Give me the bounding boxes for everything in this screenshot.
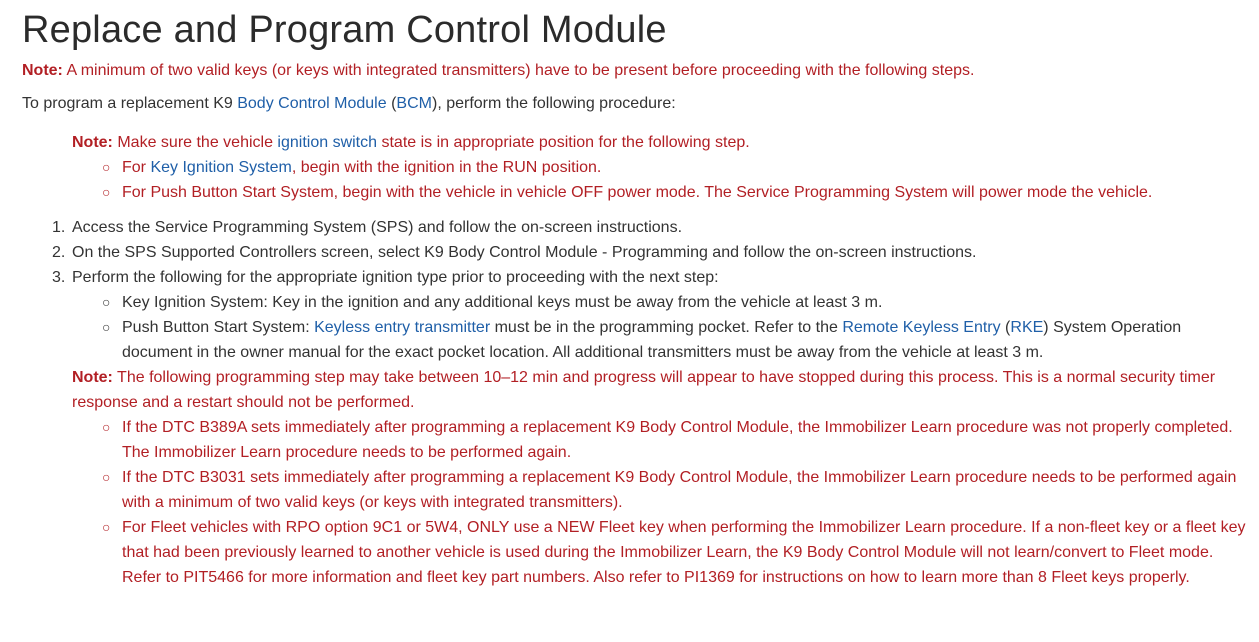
timer-note bbox=[72, 365, 1252, 590]
circle-bullet-icon: ○ bbox=[102, 519, 111, 535]
circle-bullet-icon: ○ bbox=[102, 319, 111, 335]
list-item-text: For bbox=[122, 159, 151, 176]
top-note bbox=[22, 58, 1252, 83]
list-item-text: If the DTC B389A sets immediately after programming a replacement K9 Body Control Module, the Immobilizer Learn procedure was not properly completed. The Immobilizer Learn procedure needs to be performed again. bbox=[122, 419, 1233, 461]
page-title: Replace and Program Control Module bbox=[22, 9, 667, 51]
step-number: 2. bbox=[52, 244, 66, 261]
list-item bbox=[102, 180, 1252, 205]
ignition-note-text-b: state is in appropriate position for the following step. bbox=[377, 134, 750, 151]
list-item-text: If the DTC B3031 sets immediately after programming a replacement K9 Body Control Module, the Immobilizer Learn procedure needs to be performed again with a minimum of two valid keys (or keys with integrated transmitters). bbox=[122, 469, 1237, 511]
list-item bbox=[102, 290, 1252, 315]
timer-note-line bbox=[72, 365, 1252, 415]
key-ignition-system-link[interactable]: Key Ignition System bbox=[150, 159, 292, 176]
intro-text-a: To program a replacement K9 bbox=[22, 95, 238, 112]
document-page bbox=[22, 0, 1252, 590]
step-number: 1. bbox=[52, 219, 66, 236]
step-item bbox=[52, 215, 1252, 240]
intro-paragraph bbox=[22, 91, 1252, 116]
rke-abbr-link[interactable]: RKE bbox=[1010, 319, 1044, 336]
ignition-note bbox=[72, 130, 1252, 205]
remote-keyless-entry-link[interactable]: Remote Keyless Entry bbox=[842, 319, 1001, 336]
list-item-text: ( bbox=[1000, 319, 1011, 336]
step-text: Perform the following for the appropriate ignition type prior to proceeding with the next step: bbox=[72, 269, 719, 286]
circle-bullet-icon: ○ bbox=[102, 184, 111, 200]
ignition-note-text-a: Make sure the vehicle bbox=[117, 134, 278, 151]
list-item bbox=[102, 465, 1252, 515]
ignition-note-line bbox=[72, 130, 1252, 155]
circle-bullet-icon: ○ bbox=[102, 419, 111, 435]
top-note-label: Note: bbox=[22, 62, 63, 79]
list-item bbox=[102, 515, 1252, 590]
list-item-text: ) System Operation document in the owner manual for the exact pocket location. All additional transmitters must be away from the vehicle at least 3 m. bbox=[122, 319, 1182, 361]
bcm-link[interactable]: Body Control Module bbox=[237, 95, 387, 112]
keyless-entry-transmitter-link[interactable]: Keyless entry transmitter bbox=[314, 319, 491, 336]
step-item bbox=[52, 265, 1252, 365]
timer-note-label: Note: bbox=[72, 369, 113, 386]
list-item bbox=[102, 155, 1252, 180]
timer-note-list bbox=[72, 415, 1252, 590]
ignition-note-list bbox=[72, 155, 1252, 205]
step-3-sublist bbox=[72, 290, 1252, 365]
list-item-text: , begin with the ignition in the RUN position. bbox=[291, 159, 602, 176]
ignition-note-label: Note: bbox=[72, 134, 113, 151]
circle-bullet-icon: ○ bbox=[102, 159, 111, 175]
list-item-text: Push Button Start System: bbox=[122, 319, 315, 336]
intro-text-c: ), perform the following procedure: bbox=[431, 95, 676, 112]
step-number: 3. bbox=[52, 269, 66, 286]
list-item-text: must be in the programming pocket. Refer to the bbox=[490, 319, 843, 336]
top-note-text: A minimum of two valid keys (or keys with integrated transmitters) have to be present before proceeding with the following steps. bbox=[66, 62, 975, 79]
list-item bbox=[102, 315, 1252, 365]
bcm-abbr-link[interactable]: BCM bbox=[396, 95, 432, 112]
list-item bbox=[102, 415, 1252, 465]
list-item-text: For Push Button Start System, begin with the vehicle in vehicle OFF power mode. The Service Programming System will power mode the vehicle. bbox=[122, 184, 1153, 201]
timer-note-text: The following programming step may take between 10–12 min and progress will appear to have stopped during this process. This is a normal security timer response and a restart should not be performed. bbox=[72, 369, 1216, 411]
ignition-switch-link[interactable]: ignition switch bbox=[277, 134, 378, 151]
procedure-steps bbox=[22, 215, 1252, 365]
step-text: On the SPS Supported Controllers screen, select K9 Body Control Module - Programming and follow the on-screen instructions. bbox=[72, 244, 977, 261]
list-item-text: Key Ignition System: Key in the ignition and any additional keys must be away from the vehicle at least 3 m. bbox=[122, 294, 883, 311]
list-item-text: For Fleet vehicles with RPO option 9C1 or 5W4, ONLY use a NEW Fleet key when performing the Immobilizer Learn procedure. If a non-fleet key or a fleet key that had been previously learned to another vehicle is used during the Immobilizer Learn, the K9 Body Control Module will not learn/convert to Fleet mode. Refer to PIT5466 for more information and fleet key part numbers. Also refer to PI1369 for instructions on how to learn more than 8 Fleet keys properly. bbox=[122, 519, 1246, 586]
step-item bbox=[52, 240, 1252, 265]
intro-text-b: ( bbox=[386, 95, 397, 112]
step-text: Access the Service Programming System (SPS) and follow the on-screen instructions. bbox=[72, 219, 683, 236]
circle-bullet-icon: ○ bbox=[102, 294, 111, 310]
circle-bullet-icon: ○ bbox=[102, 469, 111, 485]
